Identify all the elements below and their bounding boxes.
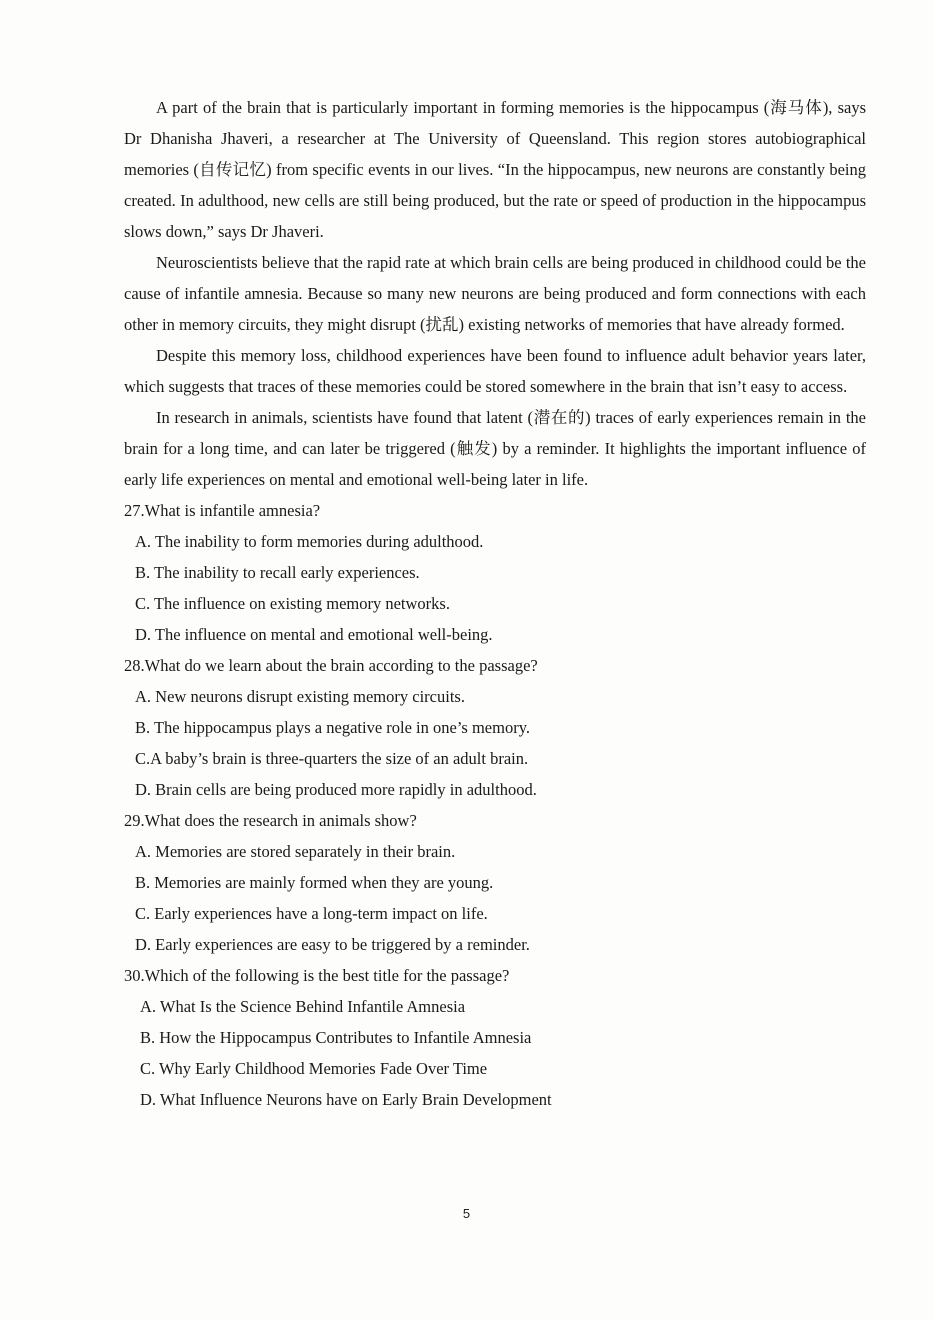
option-a: A. Memories are stored separately in their brain. [135, 842, 456, 861]
passage-paragraph-1: A part of the brain that is particularly important in forming memories is the hippocampus (海马体), says Dr Dhanisha Jhaveri, a researcher at The University of Queensland. This region stores autobiographical memories (自传记忆) from specific events in our lives. “In the hippocampus, new neurons are constantly being created. In adulthood, new cells are still being produced, but the rate or speed of production in the hippocampus slows down,” says Dr Jhaveri. [124, 98, 866, 241]
option-b: B. How the Hippocampus Contributes to Infantile Amnesia [140, 1028, 532, 1047]
option-c: C. The influence on existing memory networks. [135, 594, 450, 613]
option-d: D. What Influence Neurons have on Early Brain Development [140, 1090, 552, 1109]
question-29 [124, 805, 866, 960]
question-stem: 30.Which of the following is the best title for the passage? [124, 966, 510, 985]
question-28 [124, 650, 866, 805]
option-d: D. The influence on mental and emotional well-being. [135, 625, 493, 644]
page-content [124, 92, 866, 1115]
question-stem: 28.What do we learn about the brain according to the passage? [124, 656, 538, 675]
reading-passage [124, 92, 866, 495]
page-number: 5 [462, 1206, 471, 1221]
answer-options [124, 991, 866, 1115]
answer-options [124, 836, 866, 960]
option-b: B. The hippocampus plays a negative role in one’s memory. [135, 718, 530, 737]
passage-paragraph-3: Despite this memory loss, childhood experiences have been found to influence adult behavior years later, which suggests that traces of these memories could be stored somewhere in the brain that isn’t easy to access. [124, 346, 866, 396]
answer-options [124, 526, 866, 650]
option-d: D. Early experiences are easy to be triggered by a reminder. [135, 935, 530, 954]
answer-options [124, 681, 866, 805]
option-b: B. Memories are mainly formed when they are young. [135, 873, 494, 892]
option-c: C. Early experiences have a long-term impact on life. [135, 904, 488, 923]
passage-paragraph-4: In research in animals, scientists have found that latent (潜在的) traces of early experiences remain in the brain for a long time, and can later be triggered (触发) by a reminder. It highlights the important influence of early life experiences on mental and emotional well-being later in life. [124, 408, 866, 489]
option-a: A. New neurons disrupt existing memory circuits. [135, 687, 465, 706]
option-c: C.A baby’s brain is three-quarters the size of an adult brain. [135, 749, 529, 768]
question-30 [124, 960, 866, 1115]
option-c: C. Why Early Childhood Memories Fade Over Time [140, 1059, 488, 1078]
option-a: A. The inability to form memories during adulthood. [135, 532, 484, 551]
question-stem: 29.What does the research in animals show? [124, 811, 417, 830]
option-a: A. What Is the Science Behind Infantile Amnesia [140, 997, 466, 1016]
passage-paragraph-2: Neuroscientists believe that the rapid rate at which brain cells are being produced in childhood could be the cause of infantile amnesia. Because so many new neurons are being produced and form connections with each other in memory circuits, they might disrupt (扰乱) existing networks of memories that have already formed. [124, 253, 866, 334]
option-b: B. The inability to recall early experiences. [135, 563, 420, 582]
option-d: D. Brain cells are being produced more rapidly in adulthood. [135, 780, 537, 799]
question-27 [124, 495, 866, 650]
question-stem: 27.What is infantile amnesia? [124, 501, 321, 520]
